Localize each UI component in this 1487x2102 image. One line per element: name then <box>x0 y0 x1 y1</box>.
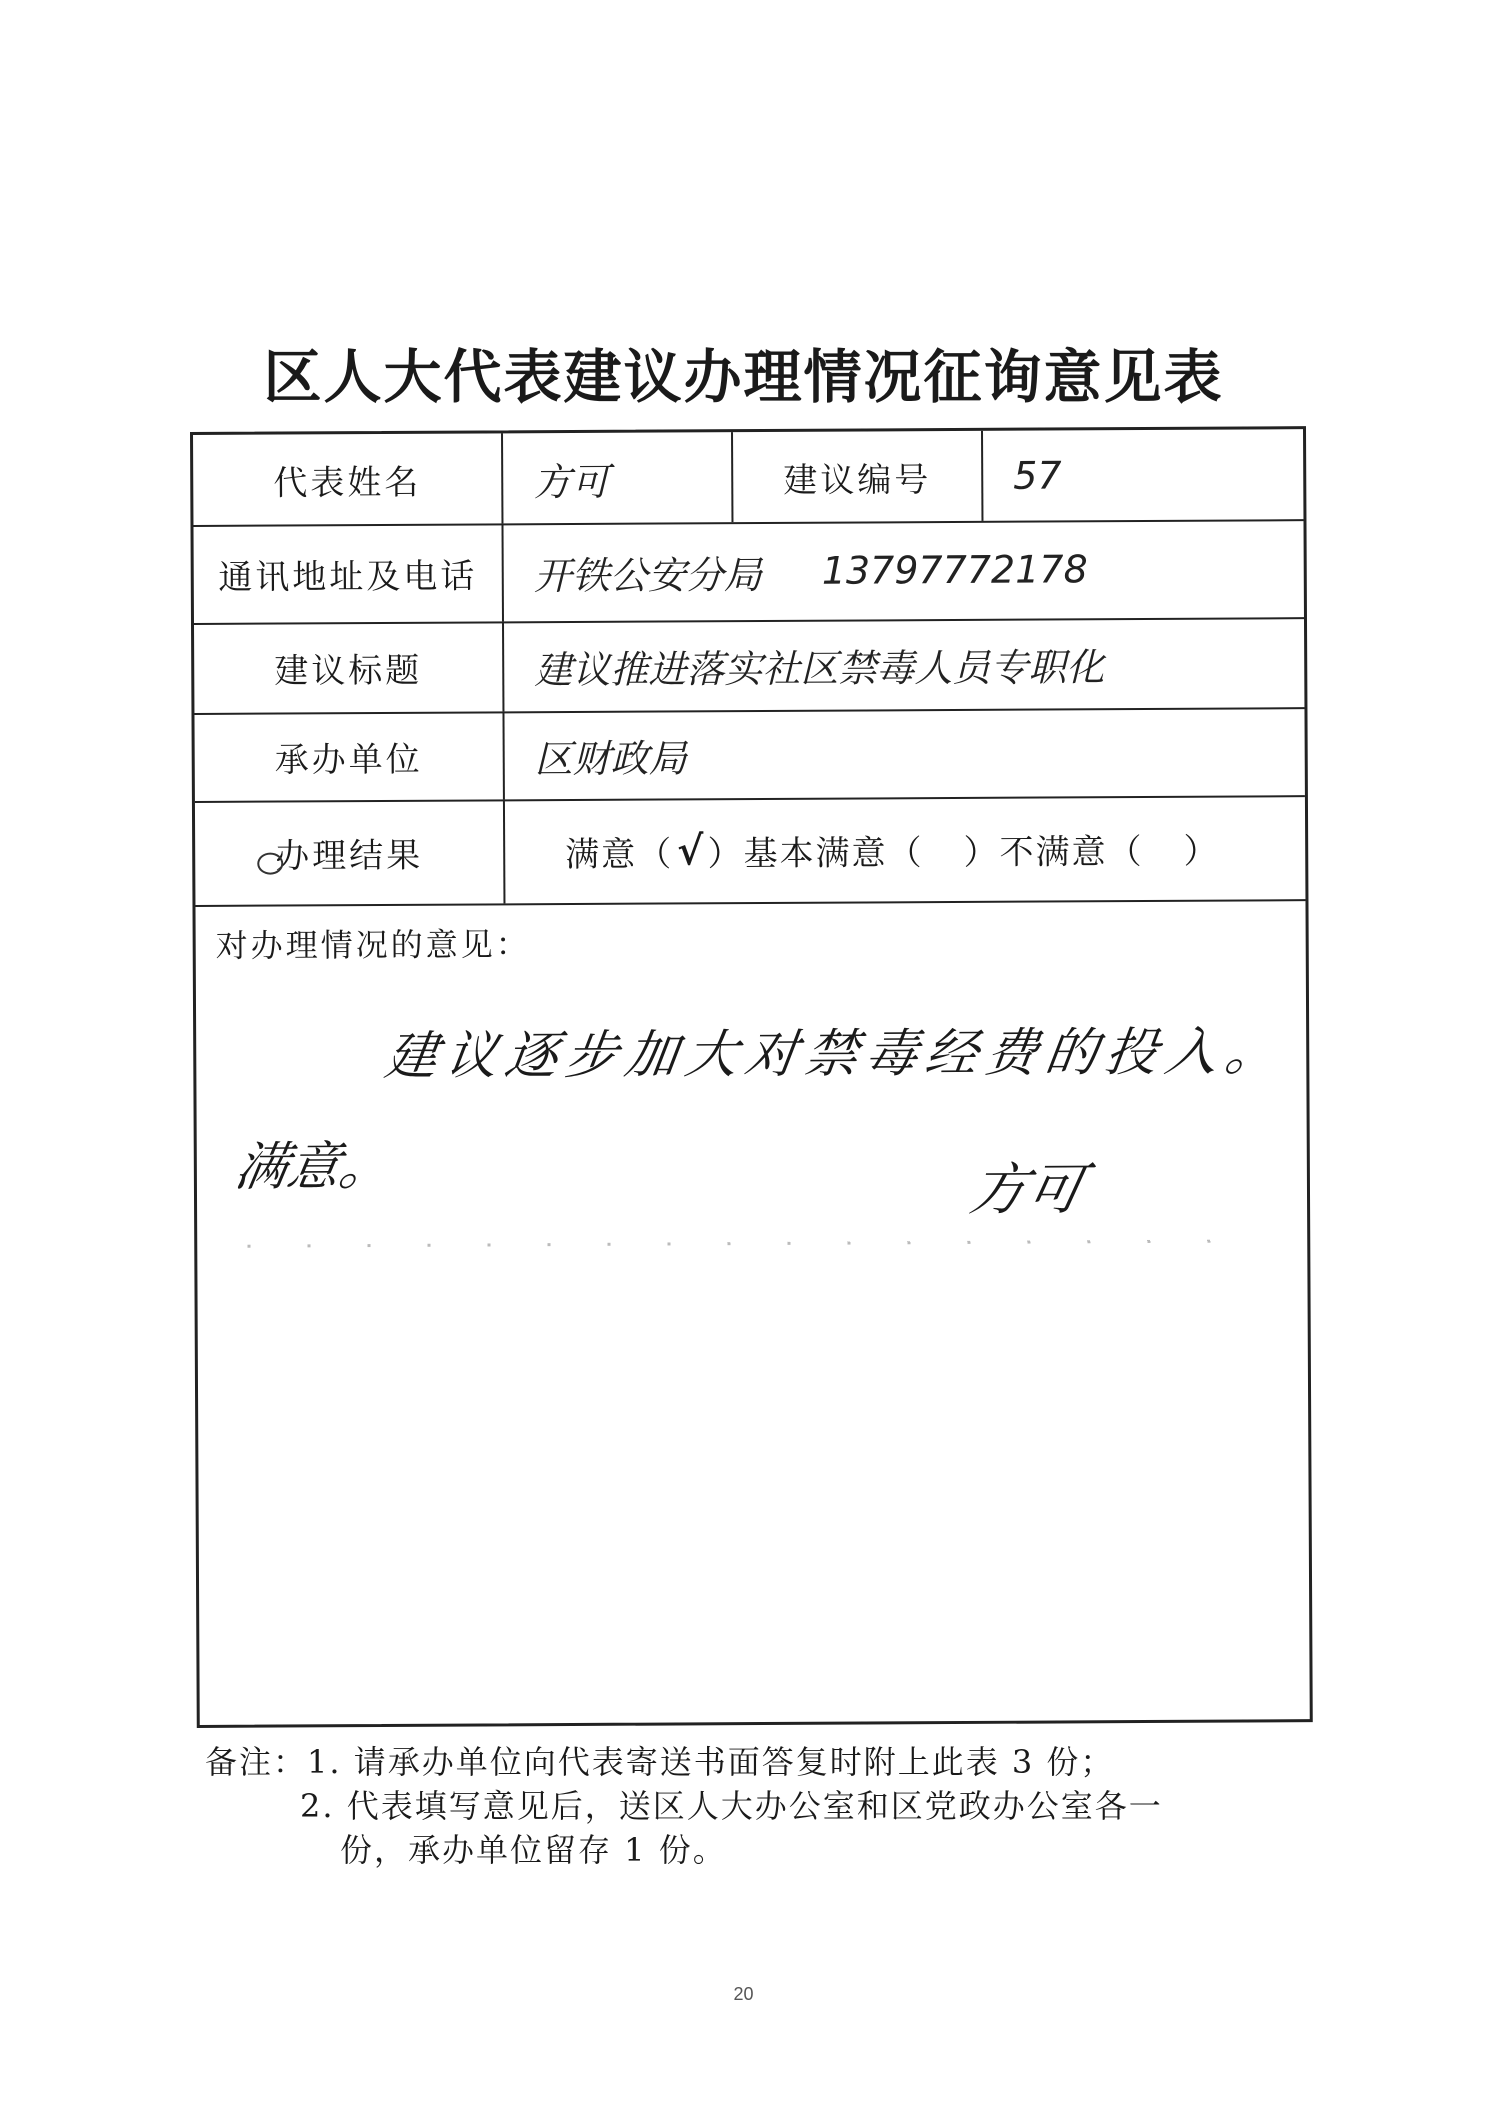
note-line-1: 备注：1. 请承办单位向代表寄送书面答复时附上此表 3 份； <box>205 1743 1115 1781</box>
form-table <box>190 426 1313 1728</box>
result-end: ） <box>1183 831 1220 872</box>
result-label: 办理结果 <box>275 835 424 877</box>
document-title: 区人大代表建议办理情况征询意见表 <box>263 343 1224 411</box>
rep-name-value: 方可 <box>503 432 733 523</box>
handling-unit-value: 区财政局 <box>534 735 687 781</box>
address-value: 开铁公安分局 <box>533 552 762 598</box>
opinion-area <box>195 899 1309 1725</box>
handling-unit-label: 承办单位 <box>194 711 504 801</box>
page-number: 20 <box>733 1984 754 2004</box>
address-label: 通讯地址及电话 <box>193 523 504 623</box>
result-label-cell <box>195 799 506 905</box>
row-rep-name <box>193 429 1303 527</box>
result-options <box>505 795 1306 903</box>
row-result <box>195 795 1306 907</box>
signature: 方可 <box>964 1157 1090 1223</box>
faint-dotted-line <box>247 1240 1227 1248</box>
note-line-2: 2. 代表填写意见后，送区人大办公室和区党政办公室各一 <box>300 1787 1163 1825</box>
proposal-no-label: 建议编号 <box>733 431 983 522</box>
opinion-verdict: 满意。 <box>230 1136 398 1198</box>
result-unsatisfied: ）不满意（ <box>963 831 1144 873</box>
circle-mark-icon <box>257 853 283 875</box>
note-line-3: 份，承办单位留存 1 份。 <box>340 1831 727 1869</box>
rep-name-label: 代表姓名 <box>193 433 503 525</box>
result-basic: ）基本满意（ <box>707 832 924 874</box>
row-handling-unit <box>194 707 1304 803</box>
result-satisfied: 满意（ <box>565 833 674 875</box>
row-address <box>193 519 1304 625</box>
opinion-comment: 建议逐步加大对禁毒经费的投入。 <box>381 1022 1290 1088</box>
proposal-title-value: 建议推进落实社区禁毒人员专职化 <box>534 644 1105 692</box>
proposal-title-label: 建议标题 <box>194 621 504 713</box>
opinion-label: 对办理情况的意见： <box>215 925 531 965</box>
phone-value: 13797772178 <box>821 547 1088 593</box>
address-cell <box>503 519 1304 621</box>
proposal-no-value: 57 <box>1013 453 1062 498</box>
checkmark-icon: √ <box>677 826 704 874</box>
row-proposal-title <box>194 617 1304 715</box>
notes <box>205 1740 1163 1872</box>
